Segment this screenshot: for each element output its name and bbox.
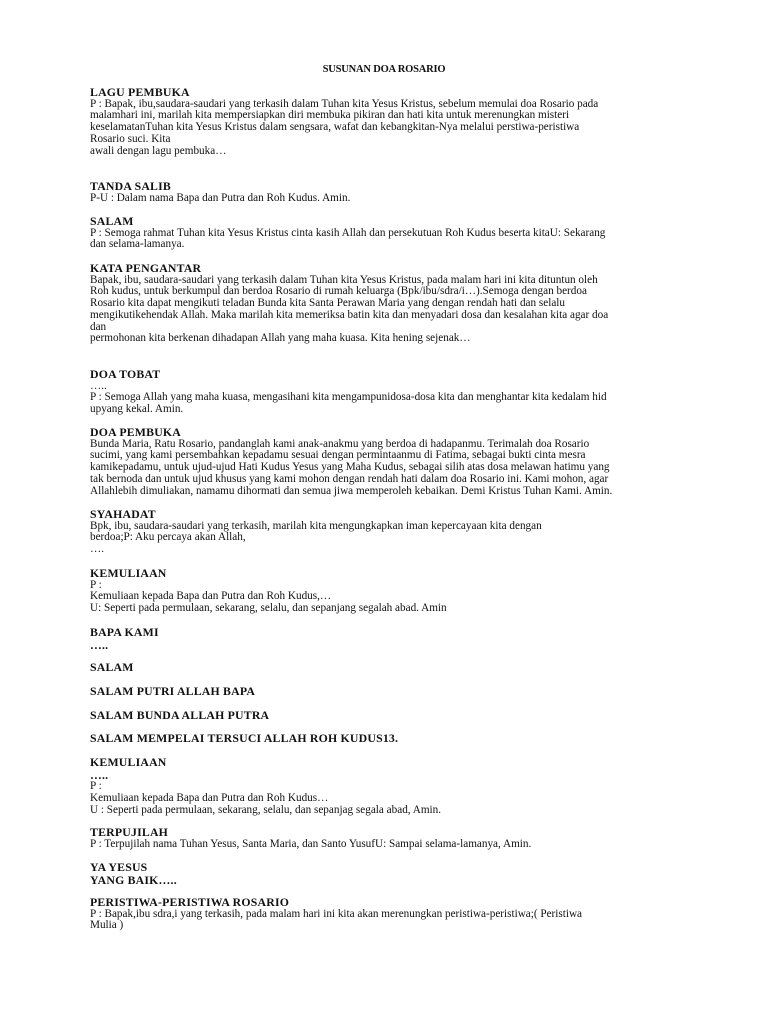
text-line: P : Terpujilah nama Tuhan Yesus, Santa Maria, dan Santo YusufU: Sampai selama-lamanya, Amin. xyxy=(90,837,532,850)
text-line: Kemuliaan kepada Bapa dan Putra dan Roh Kudus,… xyxy=(90,590,332,603)
section-lagu-pembuka xyxy=(90,86,690,157)
section-heading: DOA PEMBUKA xyxy=(90,425,182,439)
section-heading: YA YESUS xyxy=(90,860,148,874)
section-heading: SALAM PUTRI ALLAH BAPA xyxy=(90,684,256,698)
section-heading: SALAM xyxy=(90,214,134,228)
section-heading: YANG BAIK….. xyxy=(90,872,177,887)
section-heading: TANDA SALIB xyxy=(90,179,171,193)
text-line: mengikutikehendak Allah. Maka marilah kita memeriksa batin kita dan menyadari dosa dan kesalahan kita agar doa xyxy=(90,308,609,321)
text-line: Mulia ) xyxy=(90,919,124,932)
section-salam-bunda xyxy=(90,709,690,722)
section-terpujilah xyxy=(90,826,690,850)
text-line: tak bernoda dan untuk ujud khusus yang kami mohon dengan rendah hati dalam doa Rosario ini. Kami mohon, agar xyxy=(90,472,609,485)
text-line: P : xyxy=(90,578,102,591)
section-kemuliaan-2 xyxy=(90,756,690,816)
section-heading: KEMULIAAN xyxy=(90,755,167,769)
section-syahadat xyxy=(90,508,690,556)
text-line: Bunda Maria, Ratu Rosario, pandanglah kami anak-anakmu yang berdoa di hadapanmu. Terimalah doa Rosario xyxy=(90,437,590,450)
text-line: awali dengan lagu pembuka… xyxy=(90,144,227,157)
section-salam-putri xyxy=(90,685,690,698)
text-line: P : Semoga Allah yang maha kuasa, mengasihani kita mengampunidosa-dosa kita dan menghantar kita kedalam hid xyxy=(90,391,607,404)
section-heading: LAGU PEMBUKA xyxy=(90,85,190,99)
section-heading: SALAM MEMPELAI TERSUCI ALLAH ROH KUDUS13. xyxy=(90,731,399,745)
section-kata-pengantar xyxy=(90,262,690,345)
text-line: Bapak, ibu, saudara-saudari yang terkasih dalam Tuhan kita Yesus Kristus, pada malam hari ini kita dituntun oleh xyxy=(90,273,598,286)
text-line: berdoa;P: Aku percaya akan Allah, xyxy=(90,531,246,544)
text-line: P : Bapak, ibu,saudara-saudari yang terkasih dalam Tuhan kita Yesus Kristus, sebelum memulai doa Rosario pada xyxy=(90,97,599,110)
text-line: Rosario suci. Kita xyxy=(90,132,171,145)
section-heading: PERISTIWA-PERISTIWA ROSARIO xyxy=(90,895,290,909)
text-line: P-U : Dalam nama Bapa dan Putra dan Roh Kudus. Amin. xyxy=(90,191,351,204)
text-line: U: Seperti pada permulaan, sekarang, selalu, dan sepanjang segalah abad. Amin xyxy=(90,602,447,615)
text-line: Rosario kita dapat mengikuti teladan Bunda kita Santa Perawan Maria yang dengan rendah hati dan selalu xyxy=(90,297,566,310)
section-heading: KATA PENGANTAR xyxy=(90,261,202,275)
text-line: …. xyxy=(90,543,104,556)
text-line: permohonan kita berkenan dihadapan Allah yang maha kuasa. Kita hening sejenak… xyxy=(90,332,471,345)
text-line: dan xyxy=(90,320,107,333)
section-salam xyxy=(90,215,690,251)
section-heading: SALAM BUNDA ALLAH PUTRA xyxy=(90,708,270,722)
section-heading: TERPUJILAH xyxy=(90,825,169,839)
section-salam-2 xyxy=(90,661,690,674)
section-heading: SYAHADAT xyxy=(90,507,156,521)
text-line: Bpk, ibu, saudara-saudari yang terkasih, marilah kita mengungkapkan iman kepercayaan kita dengan xyxy=(90,519,542,532)
text-line: Allahlebih dimuliakan, namamu dihormati dan semua jiwa memperoleh kebaikan. Demi Kristus Tuhan Kami. Amin. xyxy=(90,484,613,497)
text-line: upyang kekal. Amin. xyxy=(90,403,184,416)
section-doa-pembuka xyxy=(90,426,690,497)
section-ya-yesus xyxy=(90,861,690,886)
text-line: Kemuliaan kepada Bapa dan Putra dan Roh Kudus… xyxy=(90,791,329,804)
text-line: U : Seperti pada permulaan, sekarang, selalu, dan sepanjag segala abad, Amin. xyxy=(90,803,442,816)
section-doa-tobat xyxy=(90,368,690,416)
text-line: malamhari ini, marilah kita mempersiapkan diri membuka pikiran dan hati kita untuk merenungkan misteri xyxy=(90,109,570,122)
section-heading: DOA TOBAT xyxy=(90,367,161,381)
text-line: dan selama-lamanya. xyxy=(90,238,185,251)
section-heading: BAPA KAMI xyxy=(90,625,159,639)
text-line: ….. xyxy=(90,767,109,782)
text-line: ….. xyxy=(90,379,107,392)
section-bapa-kami xyxy=(90,626,690,651)
text-line: P : Semoga rahmat Tuhan kita Yesus Kristus cinta kasih Allah dan persekutuan Roh Kudus beserta kitaU: Sekarang xyxy=(90,226,606,239)
section-kemuliaan xyxy=(90,567,690,615)
text-line: keselamatanTuhan kita Yesus Kristus dalam sengsara, wafat dan kebangkitan-Nya melalui perstiwa-peristiwa xyxy=(90,121,580,134)
text-line: P : Bapak,ibu sdra,i yang terkasih, pada malam hari ini kita akan merenungkan peristiwa-peristiwa;( Peristiwa xyxy=(90,907,583,920)
section-peristiwa-rosario xyxy=(90,896,690,932)
section-heading: KEMULIAAN xyxy=(90,566,167,580)
text-line: sucimi, yang kami persembahkan kepadamu sesuai dengan permintaanmu di Fatima, sebagai bukti cinta mesra xyxy=(90,449,586,462)
document-title: SUSUNAN DOA ROSARIO xyxy=(322,64,446,75)
section-tanda-salib xyxy=(90,180,690,204)
section-heading: SALAM xyxy=(90,660,134,674)
text-line: kamikepadamu, untuk ujud-ujud Hati Kudus Yesus yang Maha Kudus, sebagai silih atas dosa melawan hatimu yang xyxy=(90,461,610,474)
text-line: P : xyxy=(90,780,102,792)
text-line: ….. xyxy=(90,637,109,652)
section-salam-mempelai xyxy=(90,732,690,745)
text-line: Roh kudus, untuk berkumpul dan berdoa Rosario di rumah keluarga (Bpk/ibu/sdra/i…).Semoga dengan berdoa xyxy=(90,285,587,298)
